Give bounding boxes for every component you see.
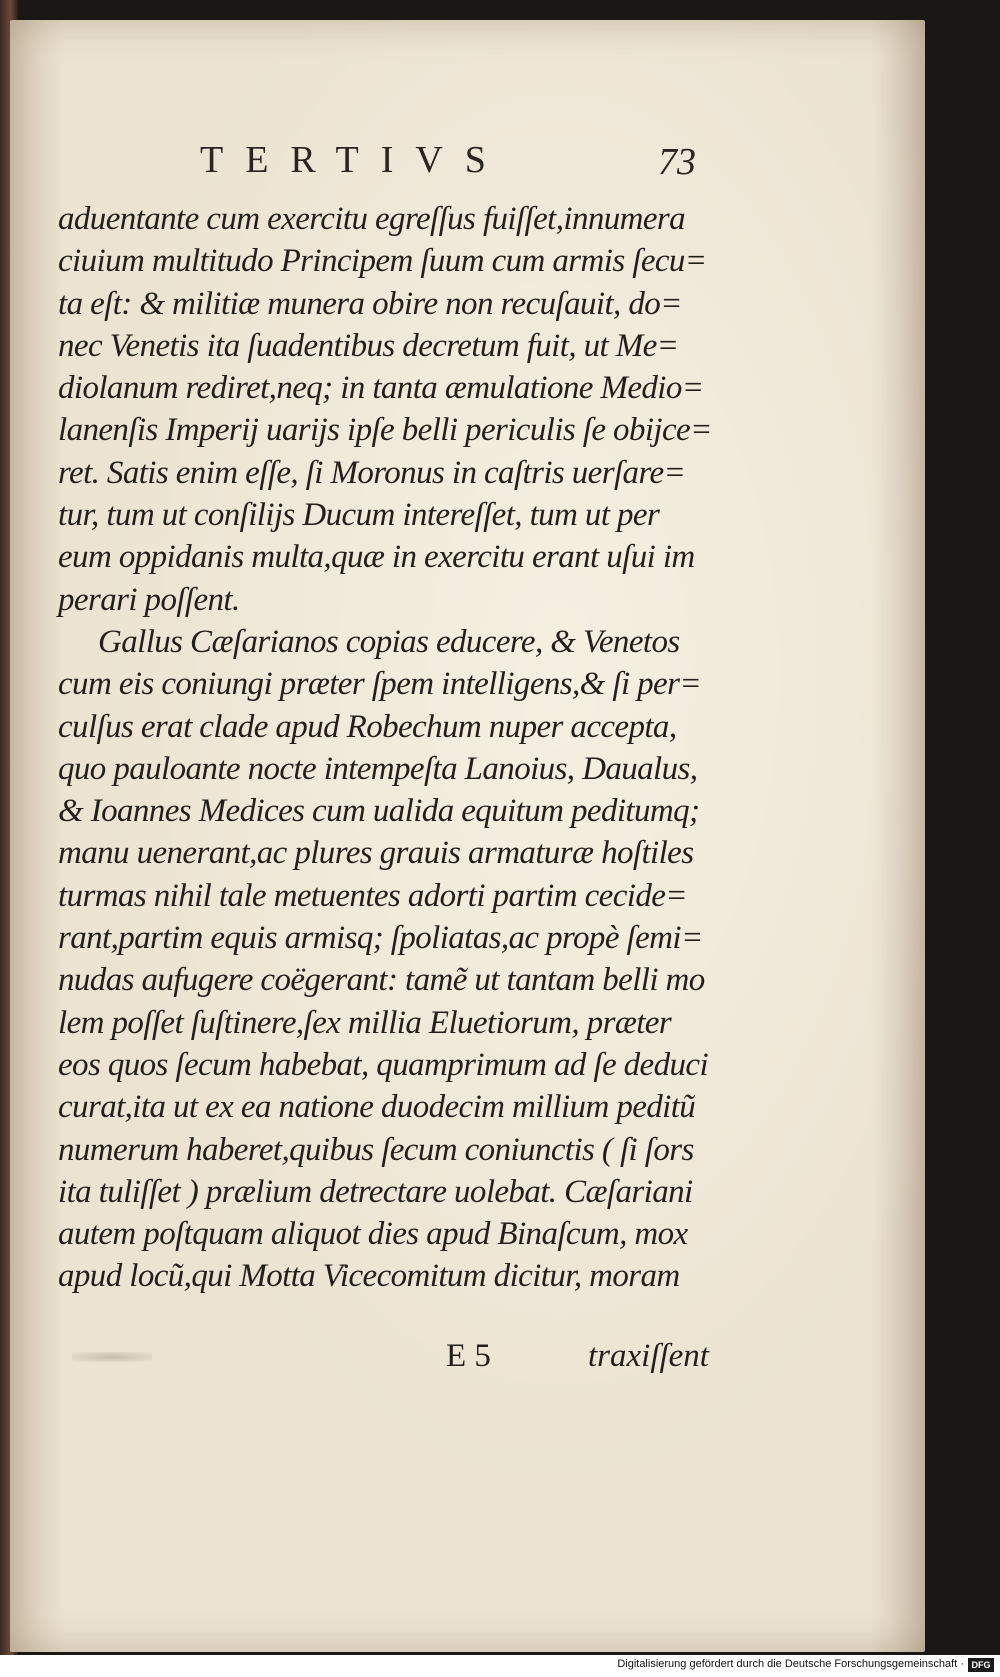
text-line: culſus erat clade apud Robechum nuper accepta, [58,708,677,745]
funding-credit: Digitalisierung gefördert durch die Deutsche Forschungsgemeinschaft · [617,1658,964,1670]
text-line: lem poſſet ſuſtinere,ſex millia Eluetiorum, præter [58,1004,672,1041]
running-head: TERTIVS [200,139,508,181]
text-line: ret. Satis enim eſſe, ſi Moronus in caſtris uerſare= [58,454,686,491]
page-header [200,138,700,188]
text-line: nudas aufugere coëgerant: tamẽ ut tantam belli mo [58,962,705,999]
text-line: ita tuliſſet ) prælium detrectare uolebat. Cæſariani [58,1173,693,1210]
text-line: turmas nihil tale metuentes adorti partim cecide= [58,877,687,914]
page-footer [58,1338,738,1378]
text-line: numerum haberet,quibus ſecum coniunctis ( ſi ſors [58,1131,694,1168]
text-line: lanenſis Imperij uarijs ipſe belli periculis ſe obijce= [58,412,712,449]
catchword: traxiſſent [588,1338,709,1374]
text-line: diolanum rediret,neq; in tanta æmulatione Medio= [58,370,704,407]
credit-bar [0,1655,1000,1677]
body-text [58,198,738,1298]
book-page [10,20,925,1652]
text-line: manu uenerant,ac plures grauis armaturæ hoſtiles [58,835,694,872]
text-line: Gallus Cæſarianos copias educere, & Venetos [98,623,680,660]
text-line: rant,partim equis armisq; ſpoliatas,ac propè ſemi= [58,920,703,957]
signature-mark: E 5 [446,1338,491,1374]
text-line: quo pauloante nocte intempeſta Lanoius, Daualus, [58,750,698,787]
page-number: 73 [658,141,696,183]
text-line: apud locũ,qui Motta Vicecomitum dicitur, moram [58,1258,680,1295]
text-line: autem poſtquam aliquot dies apud Binaſcum, mox [58,1216,688,1253]
text-line: tur, tum ut conſilijs Ducum intereſſet, tum ut per [58,497,660,534]
text-line: curat,ita ut ex ea natione duodecim millium peditũ [58,1089,696,1126]
text-line: ciuium multitudo Principem ſuum cum armis ſecu= [58,243,707,280]
text-line: eum oppidanis multa,quæ in exercitu erant uſui im [58,539,695,576]
text-line: & Ioannes Medices cum ualida equitum peditumq; [58,793,700,830]
dfg-logo-icon: DFG [968,1658,994,1672]
text-line: aduentante cum exercitu egreſſus fuiſſet,innumera [58,201,686,237]
text-line: cum eis coniungi præter ſpem intelligens,& ſi per= [58,666,702,703]
text-line: ta eſt: & militiæ munera obire non recuſauit, do= [58,285,682,322]
text-line: eos quos ſecum habebat, quamprimum ad ſe deduci [58,1046,709,1083]
text-line: nec Venetis ita ſuadentibus decretum fuit, ut Me= [58,327,679,364]
text-line: perari poſſent. [58,581,240,618]
